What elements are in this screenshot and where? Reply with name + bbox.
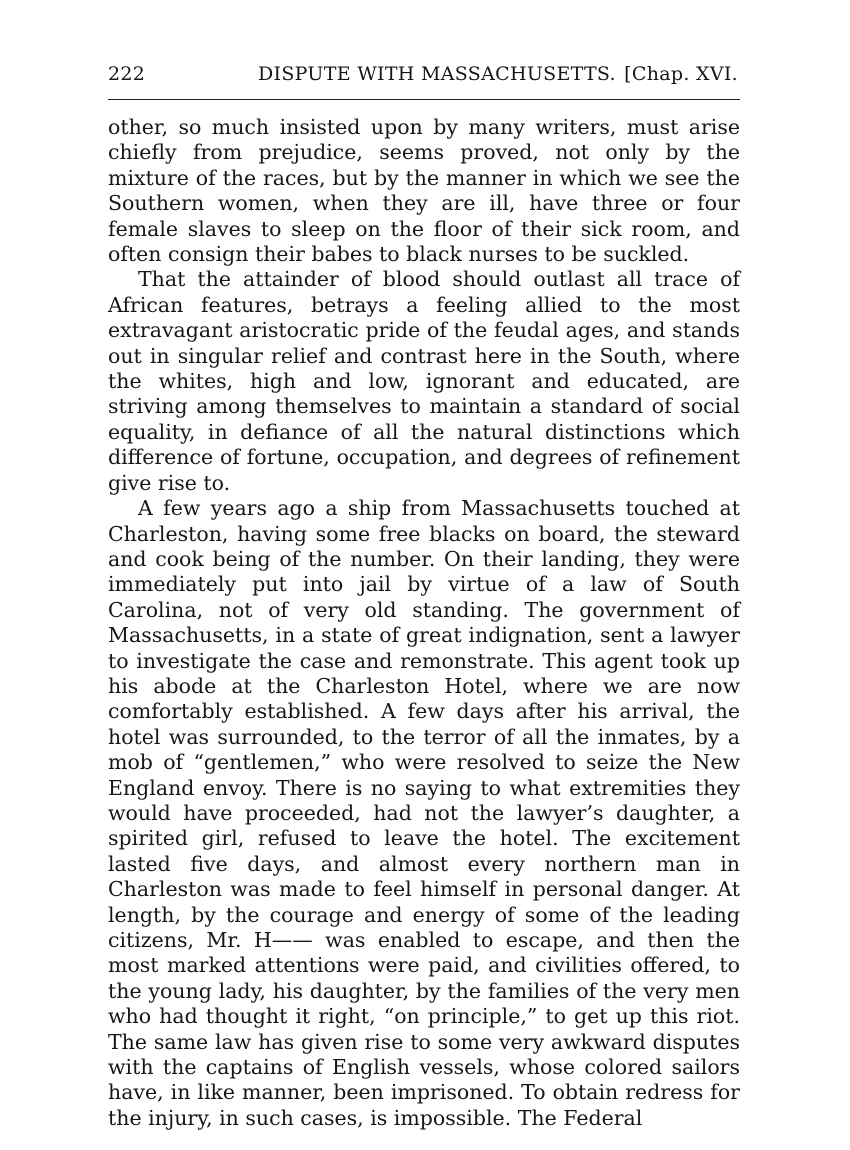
body-text [108,115,740,1131]
paragraph-continuation: other, so much insisted upon by many writers, must arise chiefly from prejudice, seems proved, not only by the mixture of the races, but by the manner in which we see the Southern women, when they are ill, have three or four female slaves to sleep on the floor of their sick room, and often consign their babes to black nurses to be suckled. [108,115,740,267]
paragraph-massachusetts-ship: A few years ago a ship from Massachusetts touched at Charleston, having some free blacks on board, the steward and cook being of the number. On their landing, they were immediately put into jail by virtue of a law of South Carolina, not of very old standing. The government of Massachusetts, in a state of great indignation, sent a lawyer to investigate the case and remonstrate. This agent took up his abode at the Charleston Hotel, where we are now comfortably established. A few days after his arrival, the hotel was surrounded, to the terror of all the inmates, by a mob of “gentlemen,” who were resolved to seize the New England envoy. There is no saying to what extremities they would have proceeded, had not the lawyer’s daughter, a spirited girl, refused to leave the hotel. The excitement lasted five days, and almost every northern man in Charleston was made to feel himself in personal danger. At length, by the courage and energy of some of the leading citizens, Mr. H—— was enabled to escape, and then the most marked attentions were paid, and civilities offered, to the young lady, his daughter, by the families of the very men who had thought it right, “on principle,” to get up this riot. The same law has given rise to some very awkward disputes with the captains of English vessels, whose colored sailors have, in like manner, been imprisoned. To obtain redress for the injury, in such cases, is impossible. The Federal [108,496,740,1130]
chapter-reference: [Chap. XVI. [624,63,738,85]
running-title: DISPUTE WITH MASSACHUSETTS. [258,63,616,85]
page-number: 222 [108,63,146,85]
running-head [108,63,738,89]
paragraph-attainder: That the attainder of blood should outlast all trace of African features, betrays a feeling allied to the most extravagant aristocratic pride of the feudal ages, and stands out in singular relief and contrast here in the South, where the whites, high and low, ignorant and educated, are striving among themselves to maintain a standard of social equality, in defiance of all the natural distinctions which difference of fortune, occupation, and degrees of refinement give rise to. [108,267,740,495]
header-rule [108,99,740,100]
